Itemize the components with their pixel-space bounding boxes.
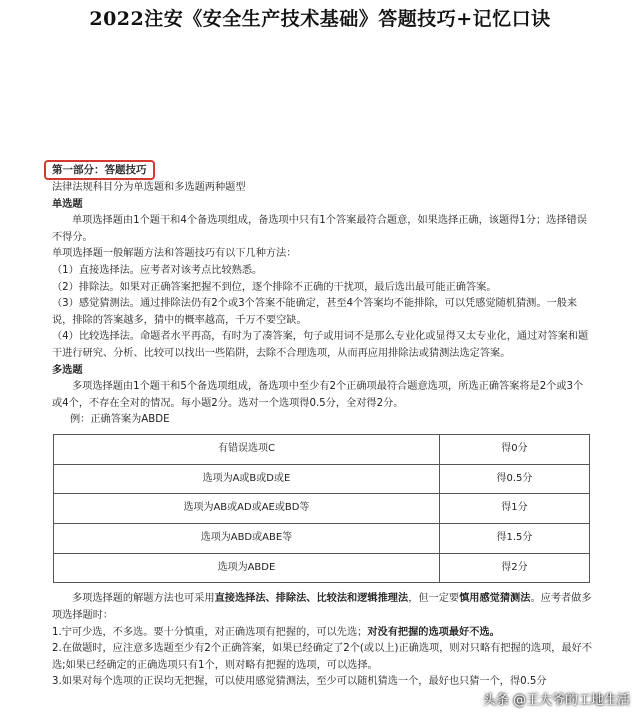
single-choice-heading: 单选题 bbox=[52, 198, 83, 210]
table-row bbox=[54, 434, 590, 464]
single-choice-methods-intro: 单项选择题一般解题方法和答题技巧有以下几种方法： bbox=[52, 248, 297, 260]
table-cell-score: 得0.5分 bbox=[439, 464, 589, 494]
tip-item: 2.在做题时，应注意多选题至少有2个正确答案，如果已经确定了2个(或以上)正确选项，则对只略有把握的选项，最好不选;如果已经确定的正确选项只有1个，则对略有把握的选项，可以选择。 bbox=[52, 643, 593, 671]
watermark: 头条 @王大爷的工地生活 bbox=[482, 693, 630, 708]
table-row bbox=[54, 523, 590, 553]
page-title: 2022注安《安全生产技术基础》答题技巧+记忆口诀 bbox=[89, 8, 551, 30]
text-span: 。应考者做多项选择题时： bbox=[52, 593, 592, 621]
table-row bbox=[54, 494, 590, 524]
table-cell-score: 得1分 bbox=[439, 494, 589, 524]
method-item: （1）直接选择法。应考者对该考点比较熟悉。 bbox=[52, 264, 263, 276]
table-cell-score: 得2分 bbox=[439, 553, 589, 583]
tip-item bbox=[52, 625, 592, 642]
text-span: ，但一定要 bbox=[408, 593, 460, 605]
example-text: 例：正确答案为ABDE bbox=[70, 414, 170, 426]
multi-choice-rule: 多项选择题由1个题干和5个备选项组成，备选项中至少有2个正确项最符合题意选项，所选正确答案将是2个或3个或4个，不存在全对的情况。每小题2分。选对一个选项得0.5分，全对得2分。 bbox=[52, 381, 584, 409]
table-cell-choice: 选项为ABDE bbox=[54, 553, 440, 583]
single-choice-rule: 单项选择题由1个题干和4个备选项组成，备选项中只有1个答案最符合题意，如果选择正确，该题得1分；选择错误不得分。 bbox=[52, 215, 587, 243]
bold-tip: 对没有把握的选项最好不选。 bbox=[367, 626, 500, 638]
tip-item: 3.如果对每个选项的正误均无把握，可以使用感觉猜测法，至少可以随机猜选一个，最好也只猜一个，得0.5分 bbox=[52, 676, 547, 688]
table-cell-score: 得0分 bbox=[439, 434, 589, 464]
multi-choice-heading: 多选题 bbox=[52, 364, 83, 376]
text-span: 多项选择题的解题方法也可采用 bbox=[72, 593, 215, 605]
table-cell-choice: 选项为ABD或ABE等 bbox=[54, 523, 440, 553]
table-cell-score: 得1.5分 bbox=[439, 523, 589, 553]
table-cell-choice: 有错误选项C bbox=[54, 434, 440, 464]
table-cell-choice: 选项为AB或AD或AE或BD等 bbox=[54, 494, 440, 524]
document-body bbox=[52, 160, 592, 691]
intro-text: 法律法规科目分为单选题和多选题两种题型 bbox=[52, 182, 246, 193]
text-span: 1.宁可少选，不多选。要十分慎重，对正确选项有把握的，可以先选； bbox=[52, 626, 368, 638]
multi-choice-method-paragraph bbox=[52, 591, 592, 624]
scoring-table bbox=[53, 434, 590, 583]
table-row bbox=[54, 553, 590, 583]
method-item: （3）感觉猜测法。通过排除法仍有2个或3个答案不能确定，甚至4个答案均不能排除，可以凭感觉随机猜测。一般来说，排除的答案越多，猜中的概率越高，千万不要空缺。 bbox=[52, 298, 578, 326]
bold-methods: 直接选择法、排除法、比较法和逻辑推理法 bbox=[214, 593, 409, 605]
section-heading-answer-tips: 第一部分：答题技巧 bbox=[44, 160, 155, 180]
method-item: （2）排除法。如果对正确答案把握不到位，逐个排除不正确的干扰项，最后选出最可能正确答案。 bbox=[52, 281, 497, 293]
bold-caution: 慎用感觉猜测法 bbox=[459, 593, 531, 605]
method-item: （4）比较选择法。命题者水平再高，有时为了凑答案，句子或用词不是那么专业化或显得又太专业化，通过对答案和题干进行研究、分析、比较可以找出一些陷阱，去除不合理选项，从而再应用排除法或猜测法选定答案。 bbox=[52, 331, 589, 359]
table-cell-choice: 选项为A或B或D或E bbox=[54, 464, 440, 494]
table-row bbox=[54, 464, 590, 494]
